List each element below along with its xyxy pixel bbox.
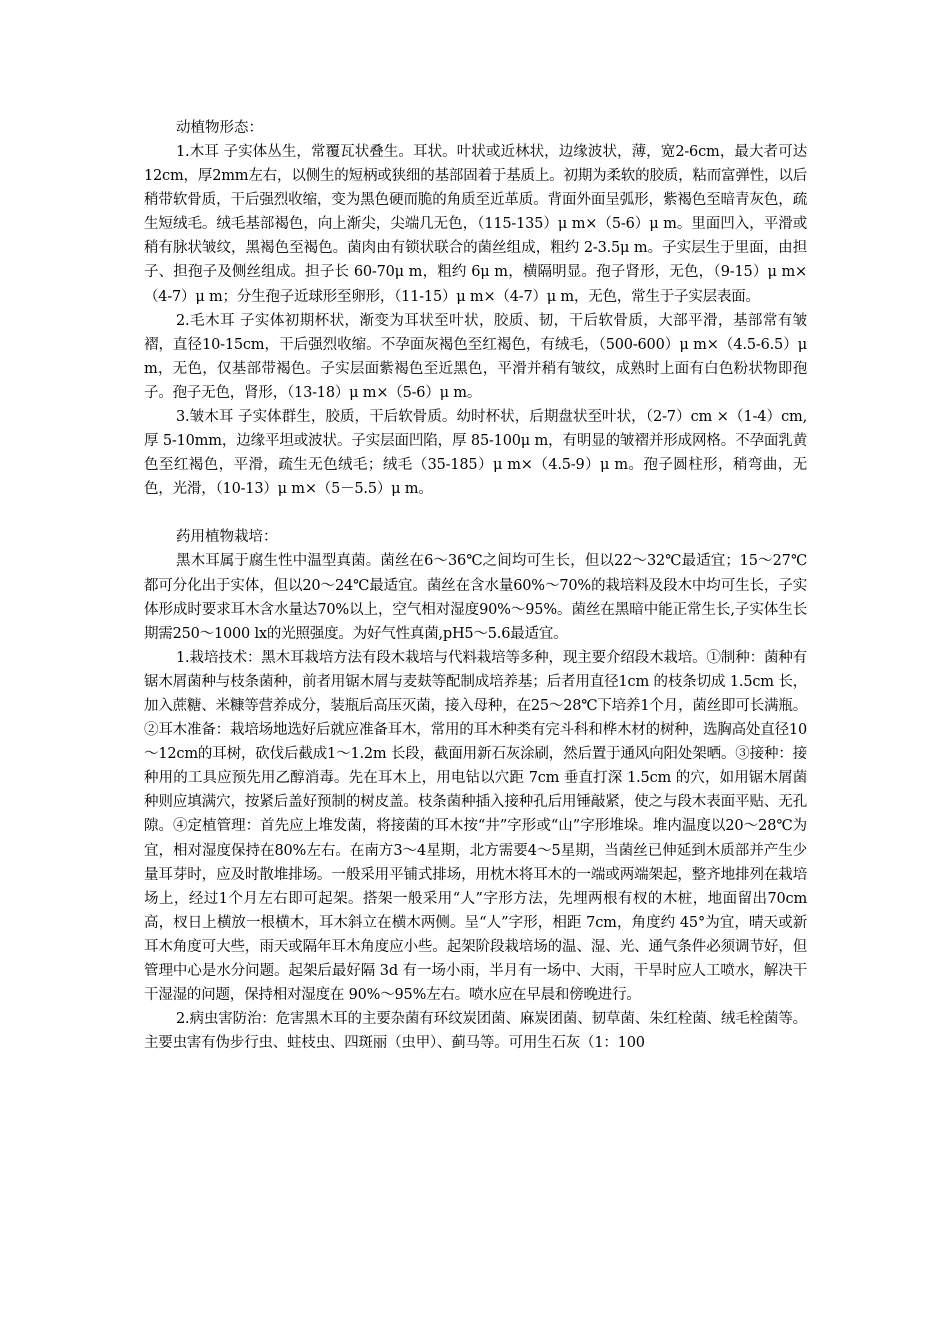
paragraph-wrinkled-wood-ear: 3.皱木耳 子实体群生，胶质，干后软骨质。幼时杯状，后期盘状至叶状，（2-7）cm ×（1-4）cm,厚 5-10mm，边缘平坦或波状。子实层面凹陷，厚 85-100μ m，有明显的皱褶并形成网格。不孕面乳黄色至红褐色，平滑，疏生无色绒毛；绒毛（35-185）μ m×（4.5-9）μ m。孢子圆柱形，稍弯曲，无色，光滑，（10-13）μ m×（5－5.5）μ m。 [144,409,807,498]
cultivation-section [144,525,807,1055]
cultivation-heading: 药用植物栽培： [176,529,278,546]
paragraph-growth-conditions: 黑木耳属于腐生性中温型真菌。菌丝在6～36℃之间均可生长，但以22～32℃最适宜；15～27℃都可分化出于实体，但以20～24℃最适宜。菌丝在含水量60%～70%的栽培料及段木中均可生长，子实体形成时要求耳木含水量达70%以上，空气相对湿度90%～95%。菌丝在黑暗中能正常生长,子实体生长期需250～1000 lx的光照强度。为好气性真菌,pH5～5.6最适宜。 [144,553,807,642]
paragraph-common-wood-ear: 1.木耳 子实体丛生，常覆瓦状叠生。耳状。叶状或近林状，边缘波状，薄，宽2-6cm，最大者可达12cm，厚2mm左右，以侧生的短柄或狭细的基部固着于基质上。初期为柔软的胶质，粘而富弹性，以后稍带软骨质，干后强烈收缩，变为黑色硬而脆的角质至近革质。背面外面呈弧形，紫褐色至暗青灰色，疏生短绒毛。绒毛基部褐色，向上渐尖，尖端几无色，（115-135）μ m×（5-6）μ m。里面凹入，平滑或稍有脉状皱纹，黑褐色至褐色。菌肉由有锁状联合的菌丝组成，粗约 2-3.5μ m。子实层生于里面，由担子、担孢子及侧丝组成。担子长 60-70μ m，粗约 6μ m，横隔明显。孢子肾形，无色，（9-15）μ m×（4-7）μ m；分生孢子近球形至卵形，（11-15）μ m×（4-7）μ m，无色，常生于子实层表面。 [144,144,807,305]
paragraph-hairy-wood-ear: 2.毛木耳 子实体初期杯状，渐变为耳状至叶状，胶质、韧，干后软骨质，大部平滑，基部常有皱褶，直径10-15cm，干后强烈收缩。不孕面灰褐色至红褐色，有绒毛，（500-600）μ m×（4.5-6.5）μ m，无色，仅基部带褐色。子实层面紫褐色至近黑色，平滑并稍有皱纹，成熟时上面有白色粉状物即孢子。孢子无色，肾形，（13-18）μ m×（5-6）μ m。 [144,312,807,401]
paragraph-pest-control: 2.病虫害防治：危害黑木耳的主要杂菌有环纹炭团菌、麻炭团菌、韧草菌、朱红栓菌、绒毛栓菌等。主要虫害有伪步行虫、蛀枝虫、四斑丽（虫甲）、蓟马等。可用生石灰（1：100 [144,1011,807,1052]
morphology-section [144,116,807,501]
morphology-heading: 动植物形态： [176,120,263,136]
paragraph-cultivation-techniques: 1.栽培技术：黑木耳栽培方法有段木栽培与代料栽培等多种，现主要介绍段木栽培。①制种：菌种有锯木屑菌种与枝条菌种，前者用锯木屑与麦麸等配制成培养基；后者用直径1cm 的枝条切成 1.5cm 长，加入蔗糖、米糠等营养成分，装瓶后高压灭菌，接入母种，在25～28℃下培养1个月，菌丝即可长满瓶。②耳木准备：栽培场地选好后就应准备耳木，常用的耳木种类有完斗科和桦木材的树种，选胸高处直径10～12cm的耳树，砍伐后截成1～1.2m 长段，截面用新石灰涂刷，然后置于通风向阳处架晒。③接种：接种用的工具应预先用乙醇消毒。先在耳木上，用电钻以穴距 7cm 垂直打深 1.5cm 的穴，如用锯木屑菌种则应填满穴，按紧后盖好预制的树皮盖。枝条菌种插入接种孔后用锤敲紧，使之与段木表面平贴、无孔隙。④定植管理：首先应上堆发菌，将接菌的耳木按“井”字形或“山”字形堆垛。堆内温度以20～28℃为宜，相对湿度保持在80%左右。在南方3～4星期，北方需要4～5星期，当菌丝已伸延到木质部并产生少量耳芽时，应及时散堆排场。一般采用平铺式排场，用枕木将耳木的一端或两端架起，整齐地排列在栽培场上，经过1个月左右即可起架。搭架一般采用“人”字形方法，先埋两根有杈的木桩，地面留出70cm高，杈日上横放一根横木，耳木斜立在横木两侧。呈“人”字形，相距 7cm，角度约 45°为宜，晴天或新耳木角度可大些，雨天或隔年耳木角度应小些。起架阶段栽培场的温、湿、光、通气条件必须调节好，但管理中心是水分问题。起架后最好隔 3d 有一场小雨，半月有一场中、大雨，干旱时应人工喷水，解决干干湿湿的问题，保持相对湿度在 90%～95%左右。喷水应在早晨和傍晚进行。 [144,649,807,1004]
document-page [144,116,807,1055]
